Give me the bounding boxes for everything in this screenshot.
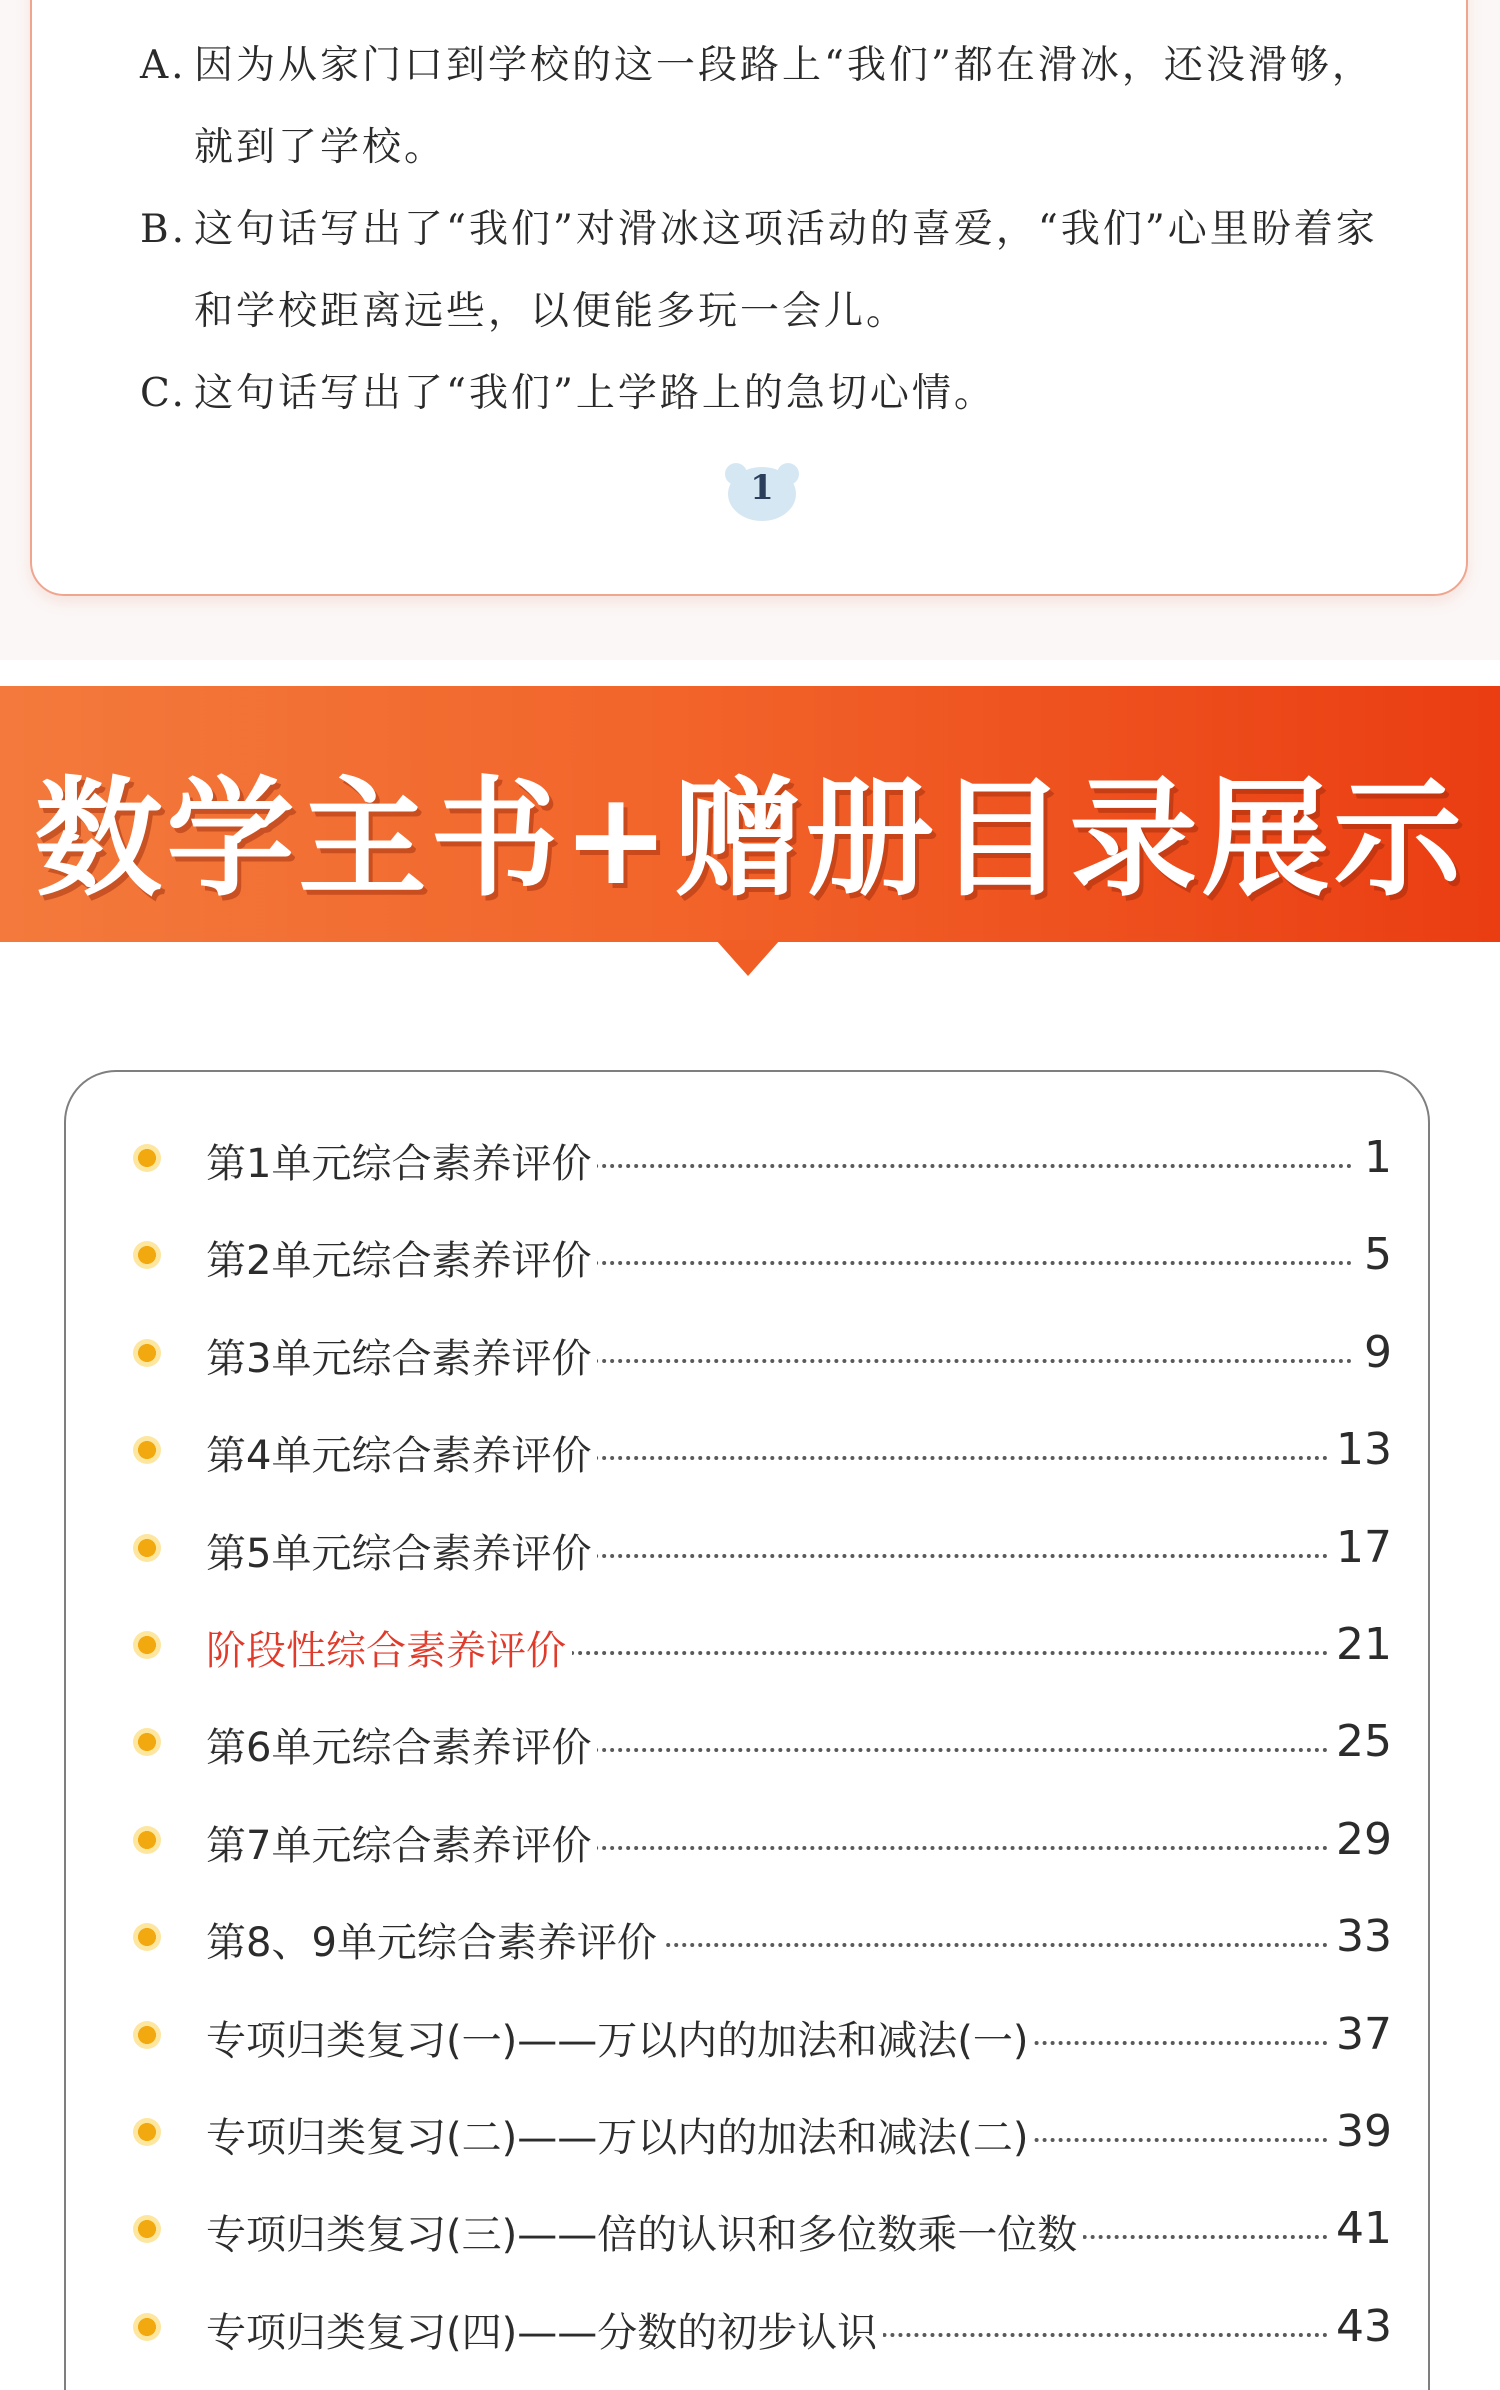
bullet-icon bbox=[133, 2021, 161, 2049]
toc-item-label: 第5单元综合素养评价 bbox=[206, 1522, 597, 1579]
bullet-icon bbox=[133, 1923, 161, 1951]
toc-item-label: 第4单元综合素养评价 bbox=[206, 1424, 597, 1481]
toc-item-page: 33 bbox=[1328, 1911, 1392, 1962]
bullet-icon bbox=[133, 1436, 161, 1464]
bullet-icon bbox=[133, 2215, 161, 2243]
toc-item[interactable] bbox=[66, 1907, 1432, 1967]
bullet-icon bbox=[133, 1728, 161, 1756]
option-c-text: 这句话写出了“我们”上学路上的急切心情。 bbox=[194, 371, 996, 416]
toc-item-page: 43 bbox=[1328, 2301, 1392, 2352]
page-number: 1 bbox=[750, 468, 774, 508]
toc-item[interactable] bbox=[66, 2199, 1432, 2259]
toc-item-page: 41 bbox=[1328, 2203, 1392, 2254]
toc-item-page: 39 bbox=[1328, 2106, 1392, 2157]
option-b-line2: 和学校距离远些，以便能多玩一会儿。 bbox=[194, 289, 909, 334]
toc-item[interactable] bbox=[66, 2102, 1432, 2162]
toc-item-label: 第6单元综合素养评价 bbox=[206, 1716, 597, 1773]
banner-pointer bbox=[716, 940, 780, 976]
toc-item-label: 第2单元综合素养评价 bbox=[206, 1229, 597, 1286]
toc-item-label: 第3单元综合素养评价 bbox=[206, 1327, 597, 1384]
bullet-icon bbox=[133, 1144, 161, 1172]
toc-item[interactable] bbox=[66, 1225, 1432, 1285]
toc-item-page: 5 bbox=[1356, 1229, 1392, 1280]
toc-item[interactable] bbox=[66, 2005, 1432, 2065]
toc-item-label: 专项归类复习(三)——倍的认识和多位数乘一位数 bbox=[206, 2203, 1083, 2260]
toc-leader-dots bbox=[466, 1554, 1352, 1558]
toc-item-label: 第8、9单元综合素养评价 bbox=[206, 1911, 663, 1968]
page-number-badge bbox=[722, 460, 802, 522]
toc-leader-dots bbox=[466, 1456, 1352, 1460]
toc-item-page: 9 bbox=[1356, 1327, 1392, 1378]
bullet-icon bbox=[133, 1826, 161, 1854]
bullet-icon bbox=[133, 1534, 161, 1562]
toc-item[interactable] bbox=[66, 1420, 1432, 1480]
option-a-text: 因为从家门口到学校的这一段路上“我们”都在滑冰，还没滑够， bbox=[194, 43, 1374, 88]
toc-item-page: 21 bbox=[1328, 1619, 1392, 1670]
option-b-letter: B. bbox=[140, 207, 188, 252]
toc-leader-dots bbox=[466, 1261, 1352, 1265]
toc-item[interactable] bbox=[66, 2297, 1432, 2357]
toc-leader-dots bbox=[466, 1359, 1352, 1363]
toc-item[interactable] bbox=[66, 1518, 1432, 1578]
toc-item[interactable] bbox=[66, 1810, 1432, 1870]
toc-item-page: 1 bbox=[1356, 1132, 1392, 1183]
toc-item-label: 第7单元综合素养评价 bbox=[206, 1814, 597, 1871]
bullet-icon bbox=[133, 1241, 161, 1269]
option-a-line2: 就到了学校。 bbox=[194, 125, 447, 170]
toc-item-label: 专项归类复习(一)——万以内的加法和减法(一) bbox=[206, 2009, 1034, 2066]
toc-item-label: 专项归类复习(四)——分数的初步认识 bbox=[206, 2301, 883, 2358]
toc-item[interactable] bbox=[66, 1615, 1432, 1675]
toc-item-page: 29 bbox=[1328, 1814, 1392, 1865]
toc-item-label: 专项归类复习(二)——万以内的加法和减法(二) bbox=[206, 2106, 1034, 2163]
toc-item-label: 第1单元综合素养评价 bbox=[206, 1132, 597, 1189]
toc-item[interactable] bbox=[66, 1712, 1432, 1772]
option-a-letter: A. bbox=[140, 43, 187, 88]
toc-item[interactable] bbox=[66, 1128, 1432, 1188]
toc-leader-dots bbox=[466, 1846, 1352, 1850]
toc-leader-dots bbox=[466, 1164, 1352, 1168]
toc-item-page: 17 bbox=[1328, 1522, 1392, 1573]
option-c-line1 bbox=[140, 362, 996, 418]
option-b-line1 bbox=[140, 198, 1378, 254]
toc-item-label: 阶段性综合素养评价 bbox=[206, 1619, 572, 1676]
option-b-text: 这句话写出了“我们”对滑冰这项活动的喜爱，“我们”心里盼着家 bbox=[194, 207, 1378, 252]
toc-card bbox=[64, 1070, 1430, 2390]
toc-item-page: 13 bbox=[1328, 1424, 1392, 1475]
toc-leader-dots bbox=[466, 1651, 1352, 1655]
option-c-letter: C. bbox=[140, 371, 187, 416]
toc-item-page: 25 bbox=[1328, 1716, 1392, 1767]
toc-leader-dots bbox=[466, 1748, 1352, 1752]
toc-item-page: 37 bbox=[1328, 2009, 1392, 2060]
bullet-icon bbox=[133, 2313, 161, 2341]
bullet-icon bbox=[133, 2118, 161, 2146]
banner-title: 数学主书+赠册目录展示 bbox=[34, 765, 1466, 914]
option-a-line1 bbox=[140, 34, 1374, 90]
bullet-icon bbox=[133, 1631, 161, 1659]
toc-item[interactable] bbox=[66, 1323, 1432, 1383]
bullet-icon bbox=[133, 1339, 161, 1367]
